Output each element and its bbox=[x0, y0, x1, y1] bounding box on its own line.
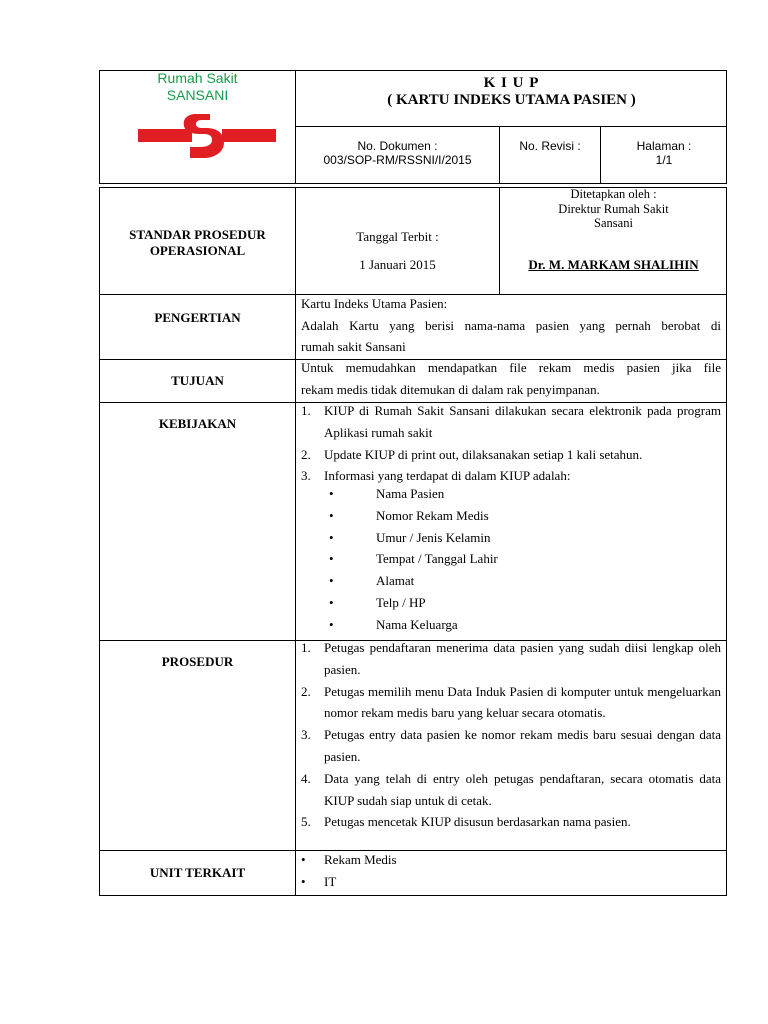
list-item: 1. Petugas pendaftaran menerima data pasien yang sudah diisi lengkap oleh pasien. bbox=[301, 640, 721, 677]
list-item: 5. Petugas mencetak KIUP disusun berdasarkan nama pasien. bbox=[301, 814, 631, 830]
list-item: • Rekam Medis bbox=[301, 852, 397, 867]
pengertian-content: Kartu Indeks Utama Pasien: Adalah Kartu yang berisi nama-nama pasien yang pernah berobat di rumah sakit Sansani bbox=[301, 293, 721, 358]
page-label: Halaman : bbox=[636, 139, 692, 153]
list-item: • Nomor Rekam Medis bbox=[329, 507, 489, 523]
doc-number-label: No. Dokumen : bbox=[357, 139, 438, 153]
header-divider bbox=[295, 126, 727, 127]
hospital-logo-icon bbox=[138, 112, 276, 160]
issue-date-label: Tanggal Terbit : bbox=[356, 229, 439, 244]
list-item: 2. Petugas memilih menu Data Induk Pasien di komputer untuk mengeluarkan nomor rekam medis baru yang keluar secara otomatis. bbox=[301, 683, 721, 721]
list-item: 3. Informasi yang terdapat di dalam KIUP adalah: bbox=[301, 468, 571, 484]
pengertian-line1: Adalah Kartu yang berisi nama-nama pasien yang pernah berobat di bbox=[301, 317, 721, 333]
approval-line1: Ditetapkan oleh : bbox=[570, 187, 657, 201]
page-value: 1/1 bbox=[655, 153, 673, 167]
pengertian-label: PENGERTIAN bbox=[154, 310, 241, 325]
tujuan-label: TUJUAN bbox=[171, 373, 224, 388]
info-list bbox=[301, 483, 721, 636]
sop-label bbox=[100, 227, 295, 259]
hospital-name bbox=[100, 70, 295, 104]
list-item: • Telp / HP bbox=[329, 594, 426, 610]
tujuan-line1: Untuk memudahkan mendapatkan file rekam medis pasien jika file bbox=[301, 360, 721, 375]
sop-label-line1: STANDAR PROSEDUR bbox=[129, 227, 266, 242]
pengertian-line2: rumah sakit Sansani bbox=[301, 339, 406, 354]
tujuan-line2: rekam medis tidak ditemukan di dalam rak penyimpanan. bbox=[301, 381, 600, 397]
header-divider bbox=[499, 126, 500, 184]
hospital-logo bbox=[138, 112, 276, 160]
unit-terkait-label: UNIT TERKAIT bbox=[149, 865, 246, 880]
doc-number-value: 003/SOP-RM/RSSNI/I/2015 bbox=[323, 153, 472, 167]
list-item: • Nama Pasien bbox=[329, 486, 445, 501]
list-item: • Umur / Jenis Kelamin bbox=[329, 529, 491, 545]
hospital-name-line1: Rumah Sakit bbox=[157, 70, 238, 86]
issue-date-value: 1 Januari 2015 bbox=[359, 257, 436, 272]
hospital-name-line2: SANSANI bbox=[166, 87, 229, 103]
kebijakan-label: KEBIJAKAN bbox=[158, 416, 237, 431]
revision-label: No. Revisi : bbox=[519, 139, 581, 153]
list-item: 2. Update KIUP di print out, dilaksanakan setiap 1 kali setahun. bbox=[301, 446, 643, 462]
approval-line2: Direktur Rumah Sakit bbox=[558, 201, 669, 216]
prosedur-label: PROSEDUR bbox=[161, 654, 234, 669]
list-item: • IT bbox=[301, 873, 337, 889]
list-item: 4. Data yang telah di entry oleh petugas pendaftaran, secara otomatis data KIUP sudah siap untuk di cetak. bbox=[301, 770, 721, 808]
kebijakan-list bbox=[301, 400, 721, 487]
pengertian-term: Kartu Indeks Utama Pasien bbox=[301, 296, 444, 311]
unit-terkait-list bbox=[301, 849, 721, 893]
list-item: • Nama Keluarga bbox=[329, 616, 458, 632]
doc-subtitle: ( KARTU INDEKS UTAMA PASIEN ) bbox=[387, 92, 636, 108]
sop-label-line2: OPERASIONAL bbox=[149, 243, 246, 258]
list-item: • Tempat / Tanggal Lahir bbox=[329, 551, 498, 567]
approval-line3: Sansani bbox=[594, 216, 633, 230]
list-item: 1. KIUP di Rumah Sakit Sansani dilakukan secara elektronik pada program Aplikasi rumah sakit bbox=[301, 403, 721, 440]
director-name: Dr. M. MARKAM SHALIHIN bbox=[528, 257, 699, 272]
doc-title: K I U P bbox=[483, 75, 540, 91]
list-item: • Alamat bbox=[329, 573, 415, 589]
tujuan-content bbox=[301, 357, 721, 400]
prosedur-list bbox=[301, 637, 721, 833]
list-item: 3. Petugas entry data pasien ke nomor rekam medis baru sesuai dengan data pasien. bbox=[301, 727, 721, 764]
approval-block bbox=[500, 187, 727, 231]
